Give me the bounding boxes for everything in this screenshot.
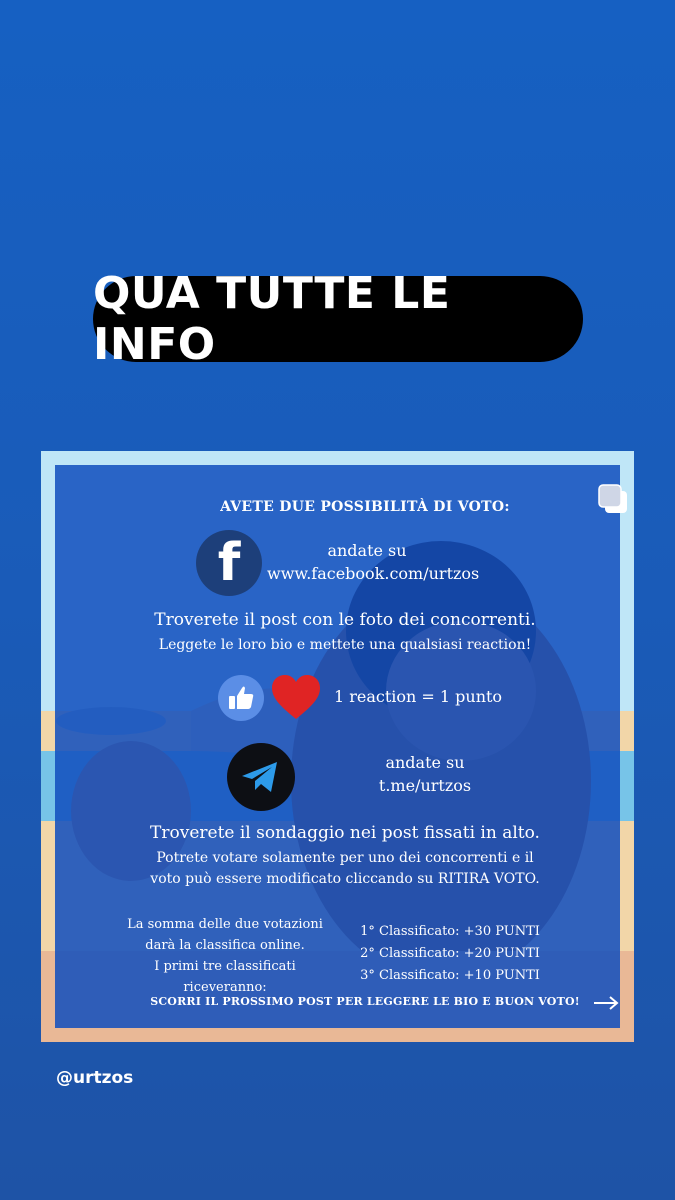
vote-rule-line-1: Potrete votare solamente per uno dei concorrenti e il (156, 850, 534, 866)
facebook-glyph: f (217, 533, 241, 593)
find-post-text: Troverete il post con le foto dei concorrenti. (154, 610, 536, 630)
ranking-explanation-line: I primi tre classificati (154, 959, 296, 974)
headline-text: QUA TUTTE LE INFO (93, 268, 451, 370)
telegram-instruction: andate su (385, 753, 465, 772)
reaction-rule-text: 1 reaction = 1 punto (333, 687, 503, 706)
heart-icon (270, 673, 322, 721)
voting-options-title: AVETE DUE POSSIBILITÀ DI VOTO: (220, 499, 510, 515)
ranking-explanation-line: darà la classifica online. (145, 938, 305, 953)
like-icon (218, 675, 264, 721)
headline-banner (93, 268, 583, 370)
telegram-icon (227, 743, 295, 811)
author-mention[interactable]: @urtzos (56, 1068, 134, 1088)
facebook-icon (196, 530, 262, 596)
telegram-link[interactable]: t.me/urtzos (378, 776, 472, 795)
scroll-next-post-note: SCORRI IL PROSSIMO POST PER LEGGERE LE BIO E BUON VOTO! (150, 995, 580, 1008)
multiple-images-icon (597, 483, 629, 515)
rank-second: 2° Classificato: +20 PUNTI (360, 946, 540, 961)
ranking-explanation (125, 914, 325, 998)
rank-first: 1° Classificato: +30 PUNTI (360, 924, 540, 939)
info-panel (55, 465, 620, 1028)
facebook-link[interactable]: www.facebook.com/urtzos (267, 564, 480, 583)
facebook-instruction: andate su (327, 541, 407, 560)
ranking-explanation-line: La somma delle due votazioni (127, 917, 323, 932)
shared-post[interactable] (41, 451, 634, 1042)
ranking-points-list (360, 921, 540, 987)
arrow-right-icon (593, 995, 619, 1011)
vote-rule-line-2: voto può essere modificato cliccando su RITIRA VOTO. (150, 871, 540, 887)
rank-third: 3° Classificato: +10 PUNTI (360, 968, 540, 983)
find-poll-text: Troverete il sondaggio nei post fissati in alto. (150, 823, 540, 843)
ranking-explanation-line: riceveranno: (183, 980, 267, 995)
read-bio-text: Leggete le loro bio e mettete una qualsiasi reaction! (158, 637, 532, 653)
